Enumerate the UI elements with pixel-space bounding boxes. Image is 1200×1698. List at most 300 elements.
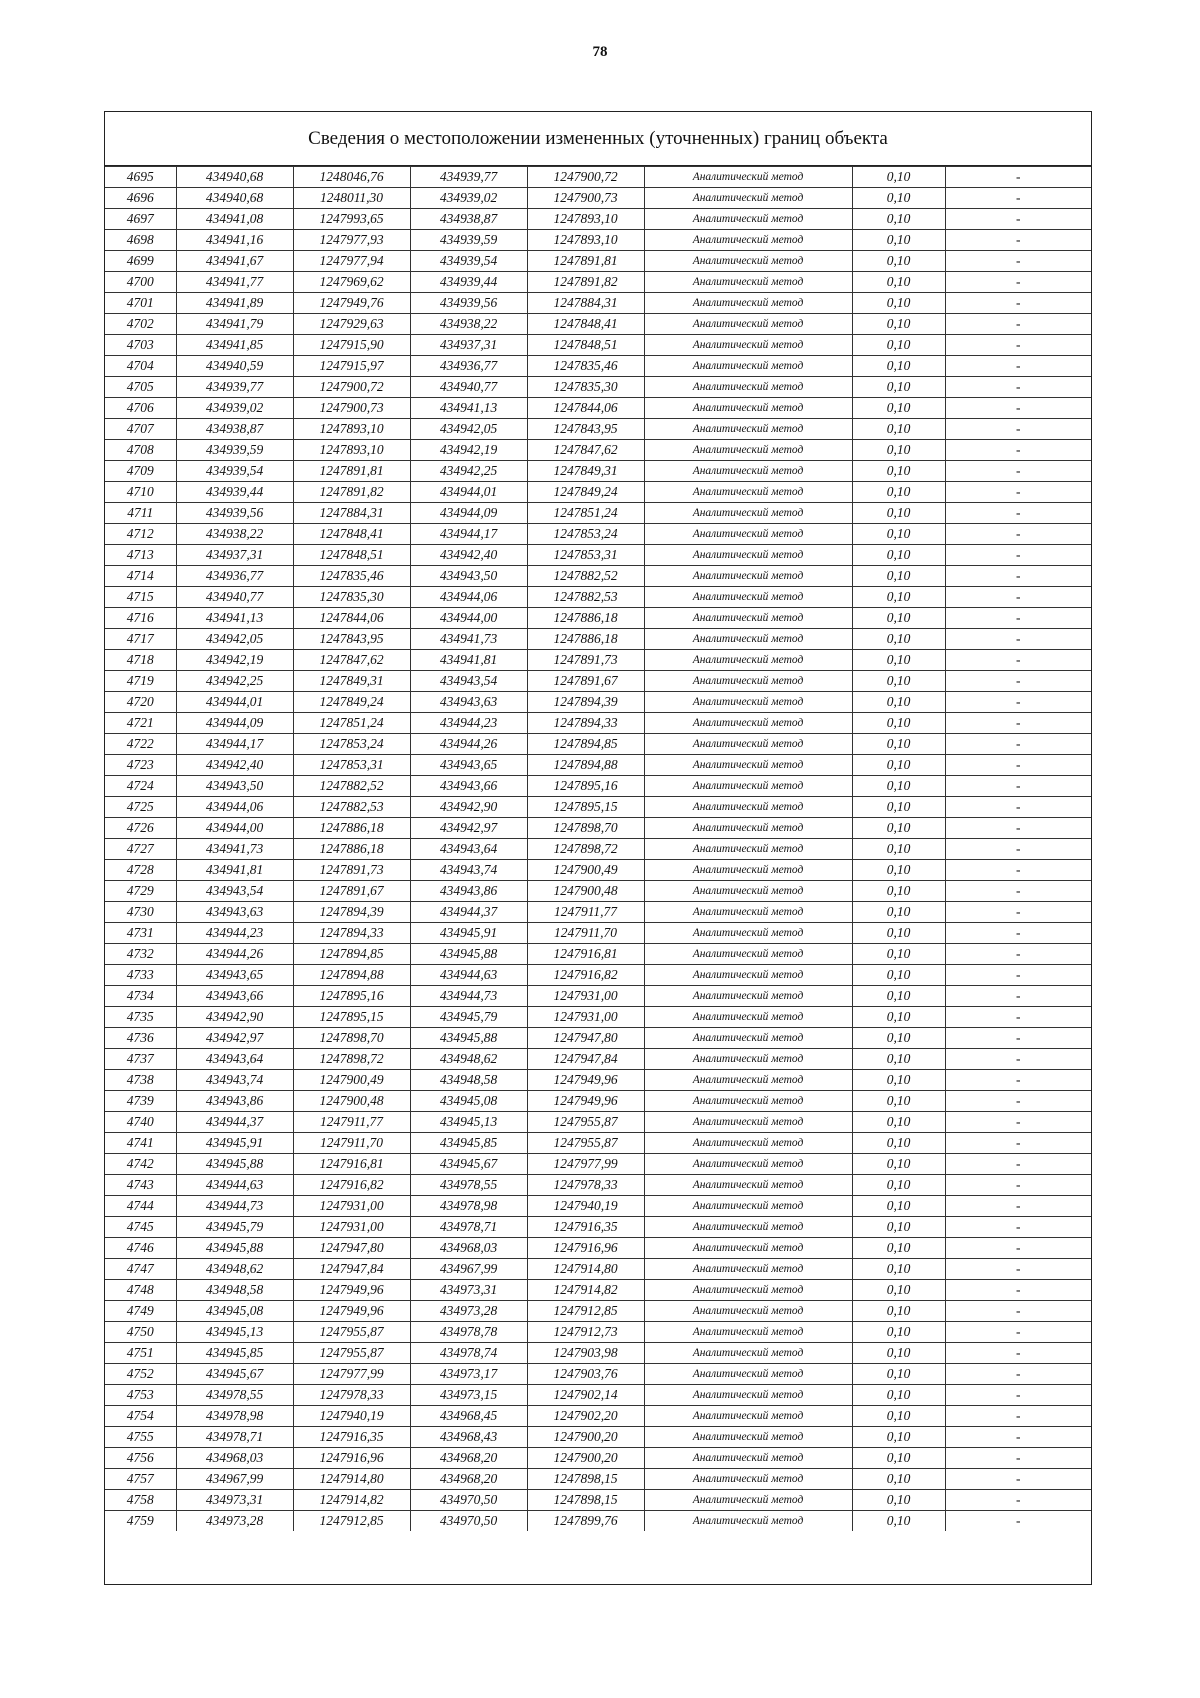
table-row	[105, 1091, 1091, 1112]
y-coordinate-2-cell: 1247891,73	[527, 650, 644, 671]
accuracy-cell: 0,10	[852, 776, 945, 797]
note-cell: -	[945, 1070, 1091, 1091]
x-coordinate-2-cell: 434937,31	[410, 335, 527, 356]
accuracy-cell: 0,10	[852, 272, 945, 293]
note-cell: -	[945, 335, 1091, 356]
accuracy-cell: 0,10	[852, 1301, 945, 1322]
table-row	[105, 755, 1091, 776]
point-number-cell: 4705	[105, 377, 176, 398]
note-cell: -	[945, 692, 1091, 713]
accuracy-cell: 0,10	[852, 1154, 945, 1175]
y-coordinate-2-cell: 1247851,24	[527, 503, 644, 524]
x-coordinate-2-cell: 434936,77	[410, 356, 527, 377]
y-coordinate-2-cell: 1247900,72	[527, 167, 644, 188]
y-coordinate-cell: 1247893,10	[293, 440, 410, 461]
accuracy-cell: 0,10	[852, 1511, 945, 1532]
point-number-cell: 4724	[105, 776, 176, 797]
accuracy-cell: 0,10	[852, 1238, 945, 1259]
method-cell: Аналитический метод	[644, 629, 852, 650]
y-coordinate-2-cell: 1247902,20	[527, 1406, 644, 1427]
note-cell: -	[945, 1175, 1091, 1196]
method-cell: Аналитический метод	[644, 797, 852, 818]
x-coordinate-cell: 434943,86	[176, 1091, 293, 1112]
point-number-cell: 4725	[105, 797, 176, 818]
accuracy-cell: 0,10	[852, 1070, 945, 1091]
x-coordinate-2-cell: 434945,67	[410, 1154, 527, 1175]
method-cell: Аналитический метод	[644, 230, 852, 251]
y-coordinate-cell: 1247891,73	[293, 860, 410, 881]
point-number-cell: 4732	[105, 944, 176, 965]
x-coordinate-cell: 434942,97	[176, 1028, 293, 1049]
y-coordinate-2-cell: 1247891,81	[527, 251, 644, 272]
y-coordinate-2-cell: 1247900,49	[527, 860, 644, 881]
accuracy-cell: 0,10	[852, 713, 945, 734]
note-cell: -	[945, 356, 1091, 377]
x-coordinate-2-cell: 434944,63	[410, 965, 527, 986]
note-cell: -	[945, 1238, 1091, 1259]
y-coordinate-cell: 1247898,72	[293, 1049, 410, 1070]
y-coordinate-cell: 1247848,41	[293, 524, 410, 545]
note-cell: -	[945, 671, 1091, 692]
method-cell: Аналитический метод	[644, 314, 852, 335]
method-cell: Аналитический метод	[644, 1091, 852, 1112]
x-coordinate-cell: 434940,77	[176, 587, 293, 608]
x-coordinate-2-cell: 434943,54	[410, 671, 527, 692]
method-cell: Аналитический метод	[644, 1133, 852, 1154]
note-cell: -	[945, 650, 1091, 671]
y-coordinate-cell: 1247886,18	[293, 818, 410, 839]
y-coordinate-cell: 1247914,80	[293, 1469, 410, 1490]
y-coordinate-cell: 1247894,33	[293, 923, 410, 944]
y-coordinate-2-cell: 1247844,06	[527, 398, 644, 419]
x-coordinate-2-cell: 434978,78	[410, 1322, 527, 1343]
method-cell: Аналитический метод	[644, 902, 852, 923]
method-cell: Аналитический метод	[644, 1175, 852, 1196]
method-cell: Аналитический метод	[644, 1406, 852, 1427]
method-cell: Аналитический метод	[644, 1259, 852, 1280]
method-cell: Аналитический метод	[644, 1112, 852, 1133]
x-coordinate-2-cell: 434942,90	[410, 797, 527, 818]
point-number-cell: 4742	[105, 1154, 176, 1175]
method-cell: Аналитический метод	[644, 503, 852, 524]
point-number-cell: 4695	[105, 167, 176, 188]
x-coordinate-2-cell: 434942,40	[410, 545, 527, 566]
point-number-cell: 4704	[105, 356, 176, 377]
accuracy-cell: 0,10	[852, 188, 945, 209]
point-number-cell: 4714	[105, 566, 176, 587]
x-coordinate-cell: 434940,68	[176, 188, 293, 209]
y-coordinate-2-cell: 1247835,46	[527, 356, 644, 377]
point-number-cell: 4710	[105, 482, 176, 503]
x-coordinate-cell: 434939,56	[176, 503, 293, 524]
point-number-cell: 4708	[105, 440, 176, 461]
point-number-cell: 4756	[105, 1448, 176, 1469]
table-row	[105, 587, 1091, 608]
accuracy-cell: 0,10	[852, 230, 945, 251]
note-cell: -	[945, 440, 1091, 461]
table-row	[105, 1343, 1091, 1364]
point-number-cell: 4741	[105, 1133, 176, 1154]
table-row	[105, 1154, 1091, 1175]
note-cell: -	[945, 524, 1091, 545]
note-cell: -	[945, 1133, 1091, 1154]
y-coordinate-2-cell: 1247977,99	[527, 1154, 644, 1175]
accuracy-cell: 0,10	[852, 419, 945, 440]
x-coordinate-cell: 434942,05	[176, 629, 293, 650]
table-row	[105, 1448, 1091, 1469]
method-cell: Аналитический метод	[644, 482, 852, 503]
x-coordinate-cell: 434978,55	[176, 1385, 293, 1406]
y-coordinate-cell: 1247977,93	[293, 230, 410, 251]
table-row	[105, 1469, 1091, 1490]
method-cell: Аналитический метод	[644, 1322, 852, 1343]
note-cell: -	[945, 167, 1091, 188]
point-number-cell: 4731	[105, 923, 176, 944]
x-coordinate-2-cell: 434968,03	[410, 1238, 527, 1259]
point-number-cell: 4709	[105, 461, 176, 482]
method-cell: Аналитический метод	[644, 944, 852, 965]
accuracy-cell: 0,10	[852, 503, 945, 524]
point-number-cell: 4696	[105, 188, 176, 209]
y-coordinate-cell: 1247931,00	[293, 1196, 410, 1217]
y-coordinate-2-cell: 1247895,15	[527, 797, 644, 818]
x-coordinate-cell: 434948,58	[176, 1280, 293, 1301]
note-cell: -	[945, 608, 1091, 629]
y-coordinate-2-cell: 1247955,87	[527, 1112, 644, 1133]
note-cell: -	[945, 482, 1091, 503]
x-coordinate-2-cell: 434970,50	[410, 1490, 527, 1511]
y-coordinate-2-cell: 1247894,39	[527, 692, 644, 713]
accuracy-cell: 0,10	[852, 482, 945, 503]
x-coordinate-cell: 434943,63	[176, 902, 293, 923]
x-coordinate-2-cell: 434968,45	[410, 1406, 527, 1427]
y-coordinate-cell: 1247851,24	[293, 713, 410, 734]
y-coordinate-2-cell: 1247853,24	[527, 524, 644, 545]
point-number-cell: 4746	[105, 1238, 176, 1259]
y-coordinate-2-cell: 1247900,20	[527, 1427, 644, 1448]
method-cell: Аналитический метод	[644, 398, 852, 419]
x-coordinate-2-cell: 434944,00	[410, 608, 527, 629]
x-coordinate-cell: 434936,77	[176, 566, 293, 587]
note-cell: -	[945, 1364, 1091, 1385]
x-coordinate-cell: 434941,16	[176, 230, 293, 251]
x-coordinate-cell: 434945,79	[176, 1217, 293, 1238]
x-coordinate-2-cell: 434945,91	[410, 923, 527, 944]
x-coordinate-cell: 434978,98	[176, 1406, 293, 1427]
x-coordinate-cell: 434973,28	[176, 1511, 293, 1532]
point-number-cell: 4699	[105, 251, 176, 272]
method-cell: Аналитический метод	[644, 1049, 852, 1070]
table-row	[105, 1112, 1091, 1133]
note-cell: -	[945, 713, 1091, 734]
y-coordinate-2-cell: 1247916,96	[527, 1238, 644, 1259]
x-coordinate-cell: 434943,64	[176, 1049, 293, 1070]
method-cell: Аналитический метод	[644, 188, 852, 209]
x-coordinate-cell: 434939,54	[176, 461, 293, 482]
y-coordinate-2-cell: 1247847,62	[527, 440, 644, 461]
y-coordinate-2-cell: 1247912,73	[527, 1322, 644, 1343]
point-number-cell: 4753	[105, 1385, 176, 1406]
y-coordinate-cell: 1247900,48	[293, 1091, 410, 1112]
table-row	[105, 818, 1091, 839]
x-coordinate-2-cell: 434944,26	[410, 734, 527, 755]
x-coordinate-cell: 434968,03	[176, 1448, 293, 1469]
method-cell: Аналитический метод	[644, 335, 852, 356]
y-coordinate-2-cell: 1247900,73	[527, 188, 644, 209]
accuracy-cell: 0,10	[852, 944, 945, 965]
x-coordinate-cell: 434944,26	[176, 944, 293, 965]
method-cell: Аналитический метод	[644, 440, 852, 461]
page-number: 78	[592, 44, 608, 60]
y-coordinate-cell: 1247853,24	[293, 734, 410, 755]
note-cell: -	[945, 734, 1091, 755]
x-coordinate-2-cell: 434978,55	[410, 1175, 527, 1196]
accuracy-cell: 0,10	[852, 965, 945, 986]
table-row	[105, 377, 1091, 398]
method-cell: Аналитический метод	[644, 209, 852, 230]
table-row	[105, 692, 1091, 713]
accuracy-cell: 0,10	[852, 587, 945, 608]
y-coordinate-cell: 1247886,18	[293, 839, 410, 860]
x-coordinate-cell: 434938,22	[176, 524, 293, 545]
table-row	[105, 293, 1091, 314]
y-coordinate-cell: 1247843,95	[293, 629, 410, 650]
x-coordinate-cell: 434943,50	[176, 776, 293, 797]
y-coordinate-2-cell: 1247886,18	[527, 608, 644, 629]
x-coordinate-2-cell: 434944,01	[410, 482, 527, 503]
y-coordinate-cell: 1247969,62	[293, 272, 410, 293]
x-coordinate-2-cell: 434945,08	[410, 1091, 527, 1112]
y-coordinate-cell: 1247848,51	[293, 545, 410, 566]
y-coordinate-2-cell: 1247891,67	[527, 671, 644, 692]
note-cell: -	[945, 1301, 1091, 1322]
accuracy-cell: 0,10	[852, 755, 945, 776]
accuracy-cell: 0,10	[852, 1364, 945, 1385]
accuracy-cell: 0,10	[852, 650, 945, 671]
x-coordinate-cell: 434941,79	[176, 314, 293, 335]
x-coordinate-cell: 434944,01	[176, 692, 293, 713]
point-number-cell: 4751	[105, 1343, 176, 1364]
point-number-cell: 4723	[105, 755, 176, 776]
table-row	[105, 251, 1091, 272]
accuracy-cell: 0,10	[852, 923, 945, 944]
point-number-cell: 4718	[105, 650, 176, 671]
y-coordinate-2-cell: 1247895,16	[527, 776, 644, 797]
accuracy-cell: 0,10	[852, 461, 945, 482]
note-cell: -	[945, 944, 1091, 965]
y-coordinate-cell: 1247849,24	[293, 692, 410, 713]
table-row	[105, 650, 1091, 671]
x-coordinate-2-cell: 434968,43	[410, 1427, 527, 1448]
y-coordinate-2-cell: 1247947,80	[527, 1028, 644, 1049]
accuracy-cell: 0,10	[852, 608, 945, 629]
y-coordinate-2-cell: 1247894,85	[527, 734, 644, 755]
point-number-cell: 4734	[105, 986, 176, 1007]
x-coordinate-2-cell: 434945,88	[410, 944, 527, 965]
point-number-cell: 4744	[105, 1196, 176, 1217]
method-cell: Аналитический метод	[644, 734, 852, 755]
x-coordinate-2-cell: 434973,17	[410, 1364, 527, 1385]
note-cell: -	[945, 839, 1091, 860]
method-cell: Аналитический метод	[644, 1154, 852, 1175]
y-coordinate-cell: 1247835,30	[293, 587, 410, 608]
point-number-cell: 4737	[105, 1049, 176, 1070]
x-coordinate-cell: 434967,99	[176, 1469, 293, 1490]
note-cell: -	[945, 902, 1091, 923]
point-number-cell: 4755	[105, 1427, 176, 1448]
note-cell: -	[945, 272, 1091, 293]
y-coordinate-cell: 1247978,33	[293, 1385, 410, 1406]
y-coordinate-cell: 1247947,84	[293, 1259, 410, 1280]
table-row	[105, 1049, 1091, 1070]
x-coordinate-2-cell: 434943,66	[410, 776, 527, 797]
note-cell: -	[945, 1448, 1091, 1469]
accuracy-cell: 0,10	[852, 566, 945, 587]
note-cell: -	[945, 818, 1091, 839]
y-coordinate-cell: 1247849,31	[293, 671, 410, 692]
method-cell: Аналитический метод	[644, 524, 852, 545]
y-coordinate-2-cell: 1247886,18	[527, 629, 644, 650]
x-coordinate-cell: 434945,67	[176, 1364, 293, 1385]
y-coordinate-2-cell: 1247882,52	[527, 566, 644, 587]
x-coordinate-cell: 434942,90	[176, 1007, 293, 1028]
point-number-cell: 4701	[105, 293, 176, 314]
accuracy-cell: 0,10	[852, 986, 945, 1007]
y-coordinate-cell: 1247894,88	[293, 965, 410, 986]
point-number-cell: 4754	[105, 1406, 176, 1427]
accuracy-cell: 0,10	[852, 1196, 945, 1217]
point-number-cell: 4739	[105, 1091, 176, 1112]
y-coordinate-2-cell: 1247898,72	[527, 839, 644, 860]
y-coordinate-2-cell: 1247849,31	[527, 461, 644, 482]
y-coordinate-cell: 1247949,96	[293, 1280, 410, 1301]
y-coordinate-2-cell: 1247949,96	[527, 1070, 644, 1091]
x-coordinate-cell: 434945,88	[176, 1154, 293, 1175]
y-coordinate-2-cell: 1247898,70	[527, 818, 644, 839]
accuracy-cell: 0,10	[852, 1343, 945, 1364]
x-coordinate-2-cell: 434938,87	[410, 209, 527, 230]
accuracy-cell: 0,10	[852, 167, 945, 188]
x-coordinate-2-cell: 434942,25	[410, 461, 527, 482]
x-coordinate-2-cell: 434944,37	[410, 902, 527, 923]
x-coordinate-cell: 434939,77	[176, 377, 293, 398]
y-coordinate-cell: 1247895,16	[293, 986, 410, 1007]
accuracy-cell: 0,10	[852, 524, 945, 545]
method-cell: Аналитический метод	[644, 755, 852, 776]
table-row	[105, 1238, 1091, 1259]
point-number-cell: 4747	[105, 1259, 176, 1280]
point-number-cell: 4702	[105, 314, 176, 335]
point-number-cell: 4740	[105, 1112, 176, 1133]
point-number-cell: 4719	[105, 671, 176, 692]
note-cell: -	[945, 1385, 1091, 1406]
y-coordinate-cell: 1247891,67	[293, 881, 410, 902]
y-coordinate-2-cell: 1247916,35	[527, 1217, 644, 1238]
x-coordinate-2-cell: 434941,81	[410, 650, 527, 671]
x-coordinate-cell: 434939,44	[176, 482, 293, 503]
point-number-cell: 4720	[105, 692, 176, 713]
y-coordinate-cell: 1247891,82	[293, 482, 410, 503]
x-coordinate-2-cell: 434944,17	[410, 524, 527, 545]
table-row	[105, 1511, 1091, 1532]
y-coordinate-2-cell: 1247914,80	[527, 1259, 644, 1280]
accuracy-cell: 0,10	[852, 1133, 945, 1154]
x-coordinate-2-cell: 434967,99	[410, 1259, 527, 1280]
y-coordinate-cell: 1247949,76	[293, 293, 410, 314]
x-coordinate-2-cell: 434939,59	[410, 230, 527, 251]
y-coordinate-cell: 1247955,87	[293, 1322, 410, 1343]
note-cell: -	[945, 419, 1091, 440]
method-cell: Аналитический метод	[644, 419, 852, 440]
accuracy-cell: 0,10	[852, 1280, 945, 1301]
note-cell: -	[945, 965, 1091, 986]
accuracy-cell: 0,10	[852, 1091, 945, 1112]
note-cell: -	[945, 1280, 1091, 1301]
point-number-cell: 4738	[105, 1070, 176, 1091]
y-coordinate-2-cell: 1247912,85	[527, 1301, 644, 1322]
x-coordinate-2-cell: 434978,98	[410, 1196, 527, 1217]
y-coordinate-cell: 1247947,80	[293, 1238, 410, 1259]
x-coordinate-cell: 434945,91	[176, 1133, 293, 1154]
note-cell: -	[945, 1343, 1091, 1364]
method-cell: Аналитический метод	[644, 251, 852, 272]
accuracy-cell: 0,10	[852, 818, 945, 839]
method-cell: Аналитический метод	[644, 1364, 852, 1385]
y-coordinate-cell: 1247931,00	[293, 1217, 410, 1238]
table-row	[105, 797, 1091, 818]
y-coordinate-cell: 1247895,15	[293, 1007, 410, 1028]
method-cell: Аналитический метод	[644, 461, 852, 482]
accuracy-cell: 0,10	[852, 1427, 945, 1448]
accuracy-cell: 0,10	[852, 335, 945, 356]
method-cell: Аналитический метод	[644, 818, 852, 839]
x-coordinate-cell: 434943,65	[176, 965, 293, 986]
note-cell: -	[945, 1112, 1091, 1133]
table-row	[105, 314, 1091, 335]
x-coordinate-cell: 434973,31	[176, 1490, 293, 1511]
table-row	[105, 1490, 1091, 1511]
y-coordinate-cell: 1247949,96	[293, 1301, 410, 1322]
x-coordinate-cell: 434943,74	[176, 1070, 293, 1091]
table-body	[105, 167, 1091, 1532]
y-coordinate-2-cell: 1247940,19	[527, 1196, 644, 1217]
y-coordinate-cell: 1247882,53	[293, 797, 410, 818]
accuracy-cell: 0,10	[852, 293, 945, 314]
y-coordinate-2-cell: 1247884,31	[527, 293, 644, 314]
y-coordinate-2-cell: 1247900,48	[527, 881, 644, 902]
x-coordinate-cell: 434948,62	[176, 1259, 293, 1280]
x-coordinate-cell: 434940,68	[176, 167, 293, 188]
table-row	[105, 881, 1091, 902]
table-row	[105, 209, 1091, 230]
y-coordinate-cell: 1247993,65	[293, 209, 410, 230]
x-coordinate-2-cell: 434948,58	[410, 1070, 527, 1091]
table-row	[105, 398, 1091, 419]
table-row	[105, 1406, 1091, 1427]
x-coordinate-2-cell: 434939,54	[410, 251, 527, 272]
table-row	[105, 1070, 1091, 1091]
x-coordinate-cell: 434941,67	[176, 251, 293, 272]
y-coordinate-2-cell: 1247891,82	[527, 272, 644, 293]
point-number-cell: 4727	[105, 839, 176, 860]
x-coordinate-2-cell: 434941,73	[410, 629, 527, 650]
method-cell: Аналитический метод	[644, 776, 852, 797]
point-number-cell: 4729	[105, 881, 176, 902]
x-coordinate-2-cell: 434945,85	[410, 1133, 527, 1154]
point-number-cell: 4706	[105, 398, 176, 419]
point-number-cell: 4707	[105, 419, 176, 440]
method-cell: Аналитический метод	[644, 1469, 852, 1490]
